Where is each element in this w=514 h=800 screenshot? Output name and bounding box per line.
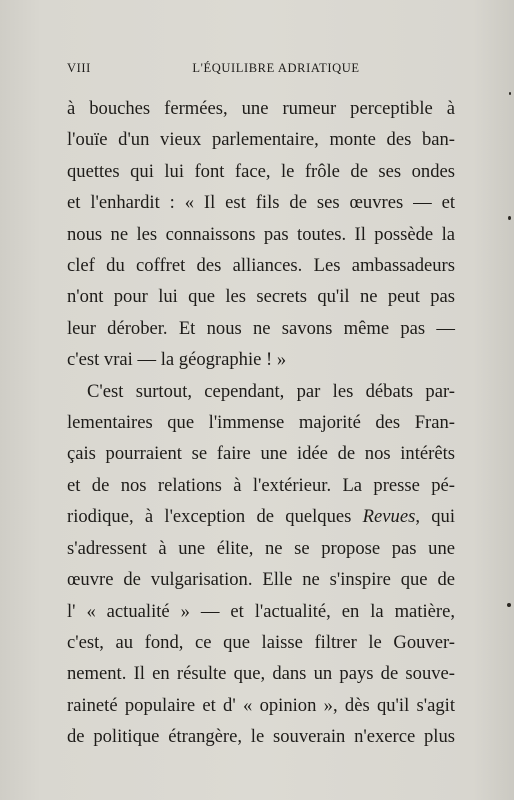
text-line: de politique étrangère, le souverain n'exerce plus [67,726,455,748]
paragraph-2 [67,376,455,753]
text-line: quettes qui lui font face, le frôle de ses ondes [67,160,455,182]
text-line: C'est surtout, cependant, par les débats par- [87,380,455,402]
text-line: et de nos relations à l'extérieur. La presse pé- [67,474,455,496]
text-line: çais pourraient se faire une idée de nos intérêts [67,443,455,465]
body-text [67,93,455,753]
text-line: nous ne les connaissons pas toutes. Il possède la [67,223,455,245]
text-line: l' « actualité » — et l'actualité, en la matière, [67,600,455,622]
text-line: s'adressent à une élite, ne se propose pas une [67,537,455,559]
text-line: n'ont pour lui que les secrets qu'il ne peut pas [67,286,455,308]
text-line: c'est, au fond, ce que laisse filtrer le Gouver- [67,631,455,653]
text-line: l'ouïe d'un vieux parlementaire, monte des ban- [67,129,455,151]
text-line: lementaires que l'immense majorité des Fran- [67,412,455,434]
print-speck [508,216,511,220]
text-line: et l'enhardit : « Il est fils de ses œuvres — et [67,192,455,214]
page-header [67,61,453,81]
print-speck [507,603,511,607]
text-line: clef du coffret des alliances. Les ambassadeurs [67,255,455,277]
text-line: leur dérober. Et nous ne savons même pas — [67,317,455,339]
running-title: L'ÉQUILIBRE ADRIATIQUE [192,61,360,75]
text-line: nement. Il en résulte que, dans un pays de souve- [67,663,455,685]
text-line: raineté populaire et d' « opinion », dès qu'il s'agit [67,694,455,716]
text-line: c'est vrai — la géographie ! » [67,349,287,371]
paragraph-1 [67,93,455,376]
text-line: riodique, à l'exception de quelques Revues, qui [67,506,456,528]
italic-title: Revues [362,506,416,528]
page-number: VIII [67,61,91,75]
text-line: à bouches fermées, une rumeur perceptible à [67,98,455,119]
print-speck [509,92,511,95]
text-line: œuvre de vulgarisation. Elle ne s'inspire que de [67,569,455,591]
